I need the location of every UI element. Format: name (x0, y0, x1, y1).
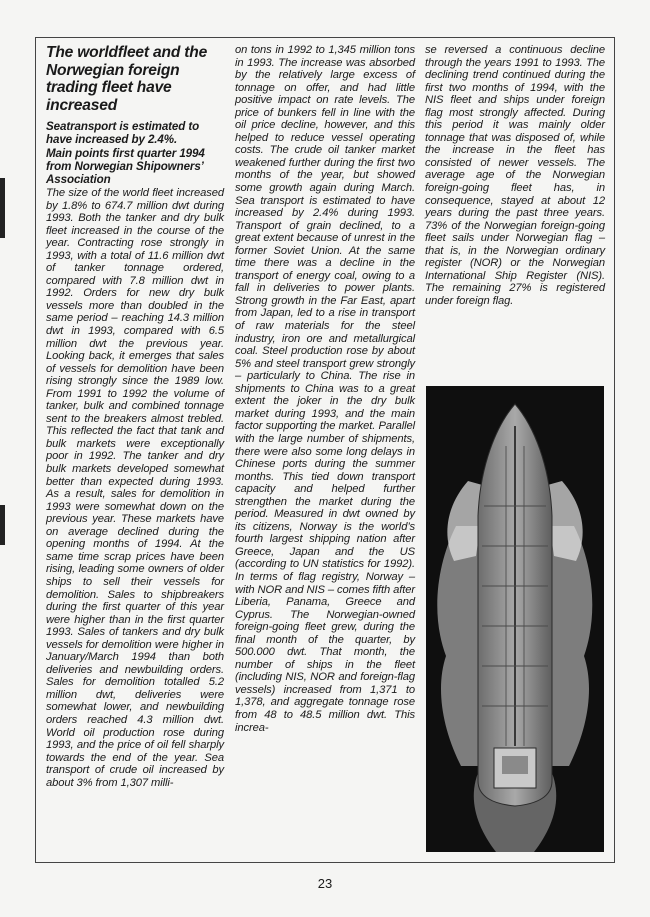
tanker-ship-aerial-photo (426, 386, 604, 852)
subheading-seatransport: Seatransport is estimated to have increased by 2.4%. (46, 120, 200, 146)
body-text-column-1: The size of the world fleet increased by 1.8% to 674.7 million dwt during 1993. Both the tanker and dry bulk fleet increased in the course of the year. Contracting rose strongly in 1993, with a total of 11.6 million dwt of tanker tonnage ordered, compared with 7.8 million dwt in 1992. Orders for new dry bulk vessels more than doubled in the same period – reaching 14.3 million dwt in 1993, compared with 6.5 million dwt the previous year. Looking back, it emerges that sales of vessels for demolition have been rising strongly since the 1989 low. From 1991 to 1992 the volume of tanker, bulk and combined tonnage sent to the breakers almost trebled. This reflected the fact that tank and bulk markets were exceptionally poor in 1992. The tanker and dry bulk markets developed somewhat better than expected during 1993. As a result, sales for demolition in 1993 were somewhat down on the previous year. These markets have on average declined during the opening months of 1994. At the same time scrap prices have been rising, leading some owners of older ships to sell their vessels for demolition. Sales to shipbreakers during the first quarter of this year were higher than in the first quarter 1993. Sales of tankers and dry bulk vessels for demolition were higher in January/March 1994 than both deliveries and newbuilding orders. Sales for demolition totalled 5.2 million dwt, deliveries were somewhat lower, and newbuilding orders reached 4.3 million dwt. World oil production rose during 1993, and the price of oil fell sharply towards the end of the year. Sea transport of crude oil increased by about 3% from 1,307 milli- (46, 187, 224, 789)
scan-edge-mark (0, 178, 5, 238)
column-1 (46, 44, 224, 789)
article-title: The worldfleet and the Norwegian foreign trading fleet have increased (46, 44, 208, 114)
column-3 (425, 44, 605, 307)
tanker-ship-icon (426, 386, 604, 852)
column-2 (235, 44, 415, 734)
body-text-column-2: on tons in 1992 to 1,345 million tons in 1993. The increase was absorbed by the relatively large excess of tonnage on offer, and had little positive impact on rate levels. The price of bunkers fell in line with the oil price decline, however, and this helped to reduce vessel operating costs. The crude oil tanker market weakened further during the first two months of the year, but showed some growth again during March. Sea transport is estimated to have increased by 2.4% during 1993. Transport of grain declined, to a great extent because of unrest in the former Soviet Union. At the same time there was a decline in the transport of energy coal, owing to a fall in deliveries to power plants. Strong growth in the Far East, apart from Japan, led to a rise in transport of raw materials for the steel industry, iron ore and metallurgical coal. Steel production rose by about 5% and steel transport grew strongly – particularly to China. The rise in shipments to China was to a great extent the joker in the dry bulk market during 1993, and the main factor supporting the market. Parallel with the large number of shipments, there were also some long delays in Chinese ports during the summer months. This tied down transport capacity and helped further strengthen the market during the period. Measured in dwt owned by its citizens, Norway is the world’s fourth largest shipping nation after Greece, Japan and the US (according to UN statistics for 1992). In terms of flag registry, Norway – with NOR and NIS – comes fifth after Liberia, Panama, Greece and Cyprus. The Norwegian-owned foreign-going fleet grew, during the final month of the quarter, by 500.000 dwt. That month, the number of ships in the fleet (including NIS, NOR and foreign-flag vessels) increased from 1,371 to 1,378, and aggregate tonnage rose from 48 to 48.5 million dwt. This increa- (235, 44, 415, 734)
page-number: 23 (317, 876, 333, 891)
body-text-column-3: se reversed a continuous decline through the years 1991 to 1993. The declining trend continued during the first two months of 1994, with the NIS fleet and ships under foreign flag most strongly affected. During this period it was mainly older tonnage that was disposed of, while the increase in the fleet has consisted of newer vessels. The average age of the Norwegian foreign-going fleet has, in consequence, stayed at about 12 years during the past three years. 73% of the Norwegian foreign-going fleet sails under Norwegian flag – that is, in the Norwegian ordinary register (NOR) or the Norwegian International Ship Register (NIS). The remaining 27% is registered under foreign flag. (425, 44, 605, 307)
scan-edge-mark (0, 505, 5, 545)
subheading-main-points: Main points first quarter 1994 from Norwegian Shipowners’ Association (46, 147, 205, 186)
